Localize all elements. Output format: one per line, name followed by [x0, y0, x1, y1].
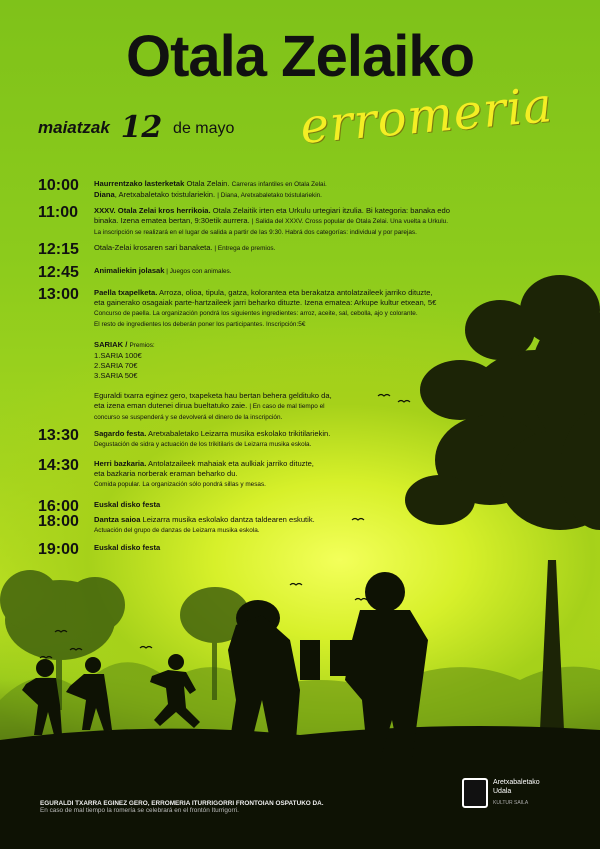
event-line-text: Otala Zelain.: [184, 179, 232, 188]
event-line-es: Actuación del grupo de danzas de Leizarra musika eskola.: [94, 527, 260, 534]
event-line: [94, 340, 538, 351]
event-line-text: , Aretxabaletako txistulariekin.: [114, 190, 218, 199]
event-line-es: El resto de ingredientes los deberán poner los participantes. Inscripción:5€: [94, 321, 306, 328]
event-line-text: Leizarra musika eskolako dantza taldearen eskutik.: [140, 515, 315, 524]
event-line: [94, 479, 538, 490]
event-line-text: binaka. Izena ematea bertan, 9:30etik aurrera.: [94, 216, 252, 225]
event-line-bold: Sagardo festa.: [94, 429, 147, 438]
event-line: [94, 429, 538, 439]
schedule-event: [38, 286, 538, 423]
event-line-text: Otala-Zelai krosaren sari banaketa.: [94, 243, 213, 252]
event-description: [94, 264, 538, 282]
event-line: [94, 525, 538, 536]
event-line-bold: Haurrentzako lasterketak: [94, 179, 185, 188]
schedule-event: [38, 457, 538, 490]
event-time: 11:00: [38, 204, 79, 221]
event-description: [94, 427, 538, 450]
event-description: [94, 204, 538, 238]
event-line: [94, 216, 538, 227]
schedule-event: [38, 204, 538, 238]
event-line-text: Aretxabaletako Leizarra musika eskolako trikitilariekin.: [146, 429, 331, 438]
schedule-event: [38, 541, 538, 559]
event-line-es: La inscripción se realizará en el lugar de salida a partir de las 9:30. Habrá dos categorías: individual y por parejas.: [94, 229, 417, 236]
event-date: [38, 106, 235, 145]
event-line-text: eta bazkaria norberak eraman beharko du.: [94, 469, 238, 478]
event-line-es: Concurso de paella. La organización pondrá los siguientes ingredientes: arroz, aceite, sal, cebolla, ajo y colorante.: [94, 310, 418, 317]
schedule-event: [38, 241, 538, 259]
event-line-bold: Euskal disko festa: [94, 500, 161, 509]
event-description: [94, 241, 538, 259]
event-description: [94, 286, 538, 423]
event-line: [94, 308, 538, 319]
footer-note-eu: EGURALDI TXARRA EGINEZ GERO, ERROMERIA ITURRIGORRI FRONTOIAN OSPATUKO DA.: [40, 800, 324, 807]
event-line-text: Antolatzaileek mahaiak eta aulkiak jarriko dituzte,: [146, 459, 314, 468]
event-line: [94, 288, 538, 298]
event-line-bold: Herri bazkaria.: [94, 459, 147, 468]
schedule-event: [38, 264, 538, 282]
event-line: [94, 515, 538, 525]
event-description: [94, 513, 538, 536]
date-month-eu: maiatzak: [38, 118, 110, 137]
event-line-text: 3.SARIA 50€: [94, 371, 138, 380]
event-line: [94, 500, 538, 510]
date-day: 12: [120, 110, 163, 145]
coat-of-arms-icon: [462, 778, 488, 808]
event-line-es: Premios:: [129, 342, 155, 349]
logo-name-2: Udala: [493, 788, 512, 795]
footer-note: [40, 800, 324, 814]
event-line-bold: Diana: [94, 190, 115, 199]
event-line: [94, 190, 538, 201]
event-line-text: eta gainerako osagaiak parte-hartzaileek jarri beharko dituzte. Izena ematea: Arkupe kultur etxean, 5€: [94, 298, 437, 307]
event-line: [94, 206, 538, 216]
event-line-bold: Dantza saioa: [94, 515, 141, 524]
event-time: 12:15: [38, 241, 79, 258]
schedule-event: [38, 513, 538, 536]
event-line: [94, 543, 538, 553]
event-line-text: Otala Zelaitik irten eta Urkulu urtegiari itzulia. Bi kategoria: banaka edo: [210, 206, 450, 215]
event-time: 12:45: [38, 264, 79, 281]
event-line-es: | Diana, Aretxabaletako txistulariekin.: [217, 192, 322, 199]
event-line-es: Comida popular. La organización sólo pondrá sillas y mesas.: [94, 481, 266, 488]
event-line-bold: Paella txapelketa.: [94, 288, 158, 297]
event-line: [94, 298, 538, 308]
event-line-es: | En caso de mal tiempo el: [249, 403, 325, 410]
event-time: 13:30: [38, 427, 79, 444]
event-time: 10:00: [38, 177, 79, 194]
event-description: [94, 541, 538, 559]
event-line: [94, 179, 538, 190]
event-line: [94, 381, 538, 391]
poster-title: Otala Zelaiko: [125, 24, 475, 89]
event-line-text: Arroza, olioa, tipula, gatza, kolorantea eta berakatza antolatzaileek jarriko dituzte,: [157, 288, 433, 297]
schedule-event: [38, 427, 538, 450]
event-time: 14:30: [38, 457, 79, 474]
event-line: [94, 391, 538, 401]
event-line-es: concurso se suspenderá y se devolverá el dinero de la inscripción.: [94, 414, 283, 421]
event-line-bold: Animaliekin jolasak: [94, 266, 165, 275]
event-line-es: Carreras infantiles en Otala Zelai.: [231, 181, 327, 188]
event-line-es: | Salida del XXXV. Cross popular de Otala Zelai. Una vuelta a Urkulu.: [251, 218, 448, 225]
event-line-bold: Euskal disko festa: [94, 543, 161, 552]
event-description: [94, 177, 538, 201]
logo-name-1: Aretxabaletako: [493, 779, 540, 786]
event-line: [94, 351, 538, 361]
event-line-es: Degustación de sidra y actuación de los trikitilaris de Leizarra musika eskola.: [94, 441, 312, 448]
event-line: [94, 469, 538, 479]
subtitle-erromeria: erromeria: [298, 77, 555, 155]
municipality-logo: [462, 778, 540, 808]
event-line: [94, 319, 538, 330]
event-line-text: eta izena eman dutenei dirua bueltatuko zaie.: [94, 401, 250, 410]
event-line: [94, 330, 538, 340]
event-time: 16:00: [38, 498, 79, 515]
event-description: [94, 457, 538, 490]
event-time: 19:00: [38, 541, 79, 558]
event-line: [94, 227, 538, 238]
event-line: [94, 266, 538, 277]
event-line-text: Eguraldi txarra eginez gero, txapeketa hau bertan behera geldituko da,: [94, 391, 332, 400]
schedule-event: [38, 177, 538, 201]
logo-sub: KULTUR SAILA: [493, 800, 529, 806]
event-time: 13:00: [38, 286, 79, 303]
event-line-es: | Juegos con animales.: [164, 268, 232, 275]
event-line: [94, 371, 538, 381]
event-time: 18:00: [38, 513, 79, 530]
event-line-bold: XXXV. Otala Zelai kros herrikoia.: [94, 206, 211, 215]
event-line-text: 2.SARIA 70€: [94, 361, 138, 370]
date-month-es: de mayo: [173, 120, 235, 137]
event-line: [94, 459, 538, 469]
event-line-bold: SARIAK /: [94, 340, 130, 349]
event-line: [94, 412, 538, 423]
footer-note-es: En caso de mal tiempo la romería se celebrará en el frontón Iturrigorri.: [40, 807, 239, 814]
event-line: [94, 361, 538, 371]
event-line-text: 1.SARIA 100€: [94, 351, 142, 360]
event-line: [94, 243, 538, 254]
event-line: [94, 439, 538, 450]
event-line: [94, 401, 538, 412]
event-line-es: | Entrega de premios.: [212, 245, 276, 252]
